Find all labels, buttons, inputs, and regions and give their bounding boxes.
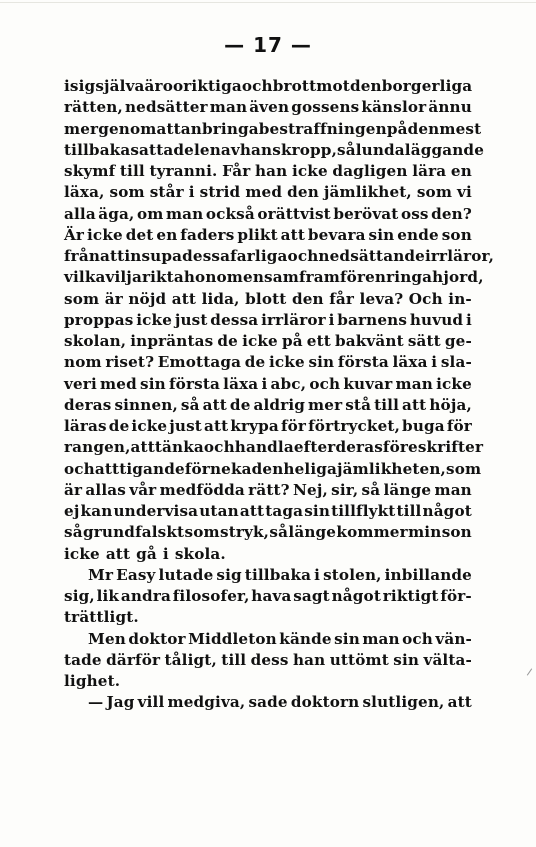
word: till [396, 502, 422, 520]
word: orättvist [257, 204, 331, 223]
word: bakvänt [334, 332, 404, 350]
word: irrläror [261, 310, 326, 329]
text-line [64, 480, 472, 501]
word: för- [440, 587, 472, 605]
paragraph [64, 629, 472, 693]
word: på [386, 119, 408, 138]
word: förneka [184, 459, 252, 478]
word: genom [98, 119, 157, 138]
word: nöjd [128, 289, 167, 308]
word: med [245, 183, 283, 202]
word: och [287, 247, 319, 265]
word: brott [272, 77, 317, 95]
word: vilka [64, 268, 106, 287]
word: sla- [440, 353, 472, 372]
text-line [64, 182, 472, 203]
word: det [125, 225, 154, 244]
word: icke [268, 353, 305, 372]
word: barnens [337, 310, 408, 329]
word: i [328, 310, 335, 329]
word: läras [64, 417, 107, 435]
word: den [251, 459, 284, 478]
word: man [434, 480, 472, 499]
word: doktor [128, 629, 186, 648]
word: nedsätter [124, 98, 208, 117]
word: inpräntas [130, 332, 214, 350]
word: alla [64, 204, 96, 223]
word: man [209, 98, 248, 117]
word: att [280, 225, 305, 244]
word: rätt? [248, 480, 290, 499]
word: ej [64, 502, 80, 520]
word: deras [335, 438, 383, 457]
word: för [280, 417, 307, 435]
word: läxa, [64, 183, 105, 202]
word: icke [64, 544, 100, 563]
word: lighet. [64, 672, 121, 690]
word: de [244, 353, 266, 372]
word: taga [265, 502, 304, 520]
word: sin [393, 650, 420, 669]
word: just [169, 417, 202, 435]
word: allas [85, 480, 126, 499]
word: heliga [283, 459, 338, 478]
word: sålunda [337, 140, 405, 159]
word: stolen, [323, 565, 382, 584]
word: icke [242, 332, 278, 350]
word: krypa [230, 417, 279, 435]
word: in- [448, 289, 472, 308]
word: Får [222, 162, 251, 180]
word: sätt [407, 332, 441, 350]
word: kan [80, 502, 113, 520]
word: kuvar [343, 374, 393, 393]
word: vilja [105, 268, 142, 287]
word: skolan, [64, 332, 127, 350]
word: därför [106, 650, 161, 669]
word: dessa [182, 247, 231, 265]
text-line [64, 331, 472, 352]
word: hjord, [432, 268, 484, 287]
word: att [239, 502, 265, 520]
word: huvud [409, 310, 464, 329]
word: lida, [201, 289, 240, 308]
word: i [162, 544, 169, 563]
word: man [362, 629, 400, 648]
word: en [156, 225, 178, 244]
text-line [64, 522, 472, 543]
word: läxa [223, 374, 259, 393]
text-line [64, 161, 472, 182]
word: mot [316, 77, 350, 95]
text-line [64, 76, 472, 97]
text-line [64, 374, 472, 395]
word: som [446, 459, 482, 478]
word: anbringa [180, 119, 259, 138]
word: den [287, 183, 319, 202]
word: höja, [429, 395, 472, 414]
word: i [431, 353, 438, 372]
word: ensam [243, 268, 299, 287]
word: till [221, 650, 247, 669]
word: något [331, 587, 382, 605]
word: son [441, 225, 472, 244]
word: irrläror, [424, 247, 495, 265]
word: just [174, 310, 208, 329]
word: tåligt, [164, 650, 217, 669]
word: sin [334, 629, 360, 648]
word: mer [308, 395, 343, 414]
word: borgerliga [381, 77, 473, 95]
word: är [104, 289, 123, 308]
word: icke [136, 310, 173, 329]
word: riktigt [382, 587, 439, 605]
text-line [64, 629, 472, 650]
word: dess [250, 650, 289, 669]
word: själva [95, 77, 145, 95]
word: första [169, 374, 220, 393]
word: ett [306, 332, 331, 350]
word: bestraffningen [258, 119, 387, 138]
text-line [64, 565, 472, 586]
word: att [130, 438, 155, 457]
word: son [441, 523, 472, 542]
word: strid [199, 183, 241, 202]
word: vän- [435, 629, 472, 648]
word: deras [64, 395, 112, 414]
word: kommer [336, 523, 408, 542]
word: uttömt [329, 650, 389, 669]
word: sin [140, 374, 166, 393]
word: sig [216, 565, 242, 584]
word: Men [88, 629, 126, 648]
word: i [64, 77, 70, 95]
word: tillbakasatta [64, 140, 174, 159]
top-edge-line [0, 2, 536, 3]
word: tyranni. [149, 162, 218, 180]
word: att [402, 395, 427, 414]
word: han [292, 650, 326, 669]
word: leva? [359, 289, 404, 308]
word: och [309, 374, 341, 393]
word: efter [293, 438, 336, 457]
word: stryk, [220, 523, 270, 542]
word: rikta [141, 268, 184, 287]
word: de [217, 332, 238, 350]
word: inbillande [384, 565, 472, 584]
word: förtrycket, [308, 417, 401, 435]
text-line [64, 204, 472, 225]
word: och [64, 459, 95, 478]
word: Nej, [292, 480, 328, 499]
word: är [64, 480, 83, 499]
word: från [64, 247, 101, 265]
text-line [64, 416, 472, 437]
word: kropp, [280, 140, 338, 159]
word: dagligen [332, 162, 408, 180]
word: vi [457, 183, 472, 202]
word: de [229, 395, 251, 414]
word: plikt [237, 225, 278, 244]
word: icke [87, 225, 123, 244]
word: mest [439, 119, 482, 138]
word: slutligen, [362, 693, 445, 712]
word: ge- [444, 332, 472, 350]
word: oriktiga [172, 77, 242, 95]
word: buga [402, 417, 445, 435]
text-line [64, 246, 495, 267]
word: om [136, 204, 164, 223]
text-line [64, 671, 472, 692]
word: tigande [119, 459, 185, 478]
word: föreskrifter [382, 438, 484, 457]
word: icke [436, 374, 472, 393]
word: att [202, 395, 227, 414]
word: handla [234, 438, 294, 457]
text-line [64, 140, 485, 161]
word: en [365, 268, 387, 287]
word: tillbaka [244, 565, 312, 584]
word: att [100, 247, 125, 265]
text-line [64, 352, 472, 373]
word: dessa [210, 310, 259, 329]
word: medgiva, [167, 693, 246, 712]
word: som [184, 523, 220, 542]
paragraph [64, 692, 472, 713]
word: läxa [392, 353, 428, 372]
word: han [254, 162, 288, 180]
word: läggande [404, 140, 485, 159]
word: till [119, 162, 145, 180]
word: min [408, 523, 442, 542]
word: och [241, 77, 273, 95]
word: honom [183, 268, 244, 287]
word: grundfalskt [83, 523, 185, 542]
word: sinnen, [114, 395, 178, 414]
word: Jag [106, 693, 135, 712]
text-line [64, 650, 472, 671]
text-line [64, 544, 472, 565]
word: Emottaga [157, 353, 242, 372]
word: vår [129, 480, 157, 499]
word: sig [69, 77, 96, 95]
word: så [64, 523, 83, 542]
word: så [361, 480, 381, 499]
word: att [156, 119, 181, 138]
word: vill [137, 693, 165, 712]
word: skymf [64, 162, 116, 180]
word: och [402, 629, 433, 648]
word: sir, [331, 480, 359, 499]
text-line [64, 459, 482, 480]
text-line [64, 692, 472, 713]
word: den? [431, 204, 472, 223]
word: gossens [291, 98, 360, 117]
word: att [204, 417, 229, 435]
text-line [64, 225, 472, 246]
word: nedsättande [318, 247, 425, 265]
word: oss [400, 204, 429, 223]
word: proppas [64, 310, 134, 329]
word: att [105, 544, 131, 563]
word: berövat [333, 204, 399, 223]
word: trättligt. [64, 608, 139, 627]
word: nom [64, 353, 102, 372]
word: aldrig [253, 395, 306, 414]
word: också [205, 204, 255, 223]
word: sagt [293, 587, 330, 605]
body-text [64, 76, 495, 714]
word: står [149, 183, 184, 202]
word: länge [383, 480, 432, 499]
word: Middleton [188, 629, 277, 648]
text-line [64, 437, 484, 458]
word: får [329, 289, 355, 308]
text-line [64, 395, 472, 416]
word: på [281, 332, 303, 350]
word: gå [136, 544, 157, 563]
word: länge [288, 523, 337, 542]
word: den [291, 289, 324, 308]
word: hava [251, 587, 292, 605]
word: sin [368, 225, 395, 244]
word: insupa [124, 247, 183, 265]
word: något [422, 502, 472, 520]
word: äga, [98, 204, 135, 223]
word: Mr [88, 565, 114, 584]
word: filosofer, [172, 587, 250, 605]
word: äro [144, 77, 173, 95]
word: välta- [423, 650, 472, 669]
text-line [64, 97, 472, 118]
word: i [465, 310, 472, 329]
text-line [64, 289, 472, 310]
word: icke [131, 417, 168, 435]
word: mer [64, 119, 99, 138]
word: utan [199, 502, 239, 520]
word: riset? [105, 353, 155, 372]
word: doktorn [290, 693, 360, 712]
word: farliga [230, 247, 288, 265]
word: och [203, 438, 235, 457]
word: Easy [116, 565, 156, 584]
word: som [64, 289, 100, 308]
word: ringa [386, 268, 433, 287]
word: tillflykt [331, 502, 396, 520]
word: jämlikheten, [337, 459, 446, 478]
word: även [249, 98, 290, 117]
paragraph [64, 565, 472, 629]
text-line [64, 586, 472, 607]
word: så [180, 395, 200, 414]
word: hans [239, 140, 281, 159]
word: att [171, 289, 197, 308]
page-number: — 17 — [224, 33, 312, 57]
margin-mark [527, 668, 532, 675]
word: kände [279, 629, 332, 648]
word: Och [408, 289, 443, 308]
word: en [450, 162, 472, 180]
word: lära [412, 162, 447, 180]
word: sin [308, 353, 335, 372]
word: för [446, 417, 472, 435]
word: av [220, 140, 240, 159]
word: att [447, 693, 472, 712]
word: den [407, 119, 440, 138]
word: man [395, 374, 433, 393]
word: delen [173, 140, 221, 159]
word: rätten, [64, 98, 123, 117]
word: faders [180, 225, 235, 244]
word: känslor [361, 98, 427, 117]
word: man [165, 204, 204, 223]
word: skola. [174, 544, 226, 563]
word: icke [291, 162, 328, 180]
text-line [64, 501, 472, 522]
word: lik [96, 587, 120, 605]
word: som [109, 183, 145, 202]
word: — [88, 693, 104, 712]
word: jämlikhet, [323, 183, 412, 202]
text-line [64, 607, 472, 628]
word: ende [397, 225, 439, 244]
word: så [269, 523, 289, 542]
word: framför [298, 268, 366, 287]
word: i [188, 183, 195, 202]
word: stå [345, 395, 372, 414]
word: ännu [428, 98, 472, 117]
word: rangen, [64, 438, 131, 457]
word: tänka [154, 438, 204, 457]
text-line [64, 119, 482, 140]
paragraph [64, 76, 495, 565]
word: bevara [307, 225, 366, 244]
text-line [64, 267, 484, 288]
word: sig, [64, 587, 95, 605]
word: sin [304, 502, 331, 520]
word: till [374, 395, 400, 414]
word: första [337, 353, 389, 372]
word: andra [120, 587, 171, 605]
word: Är [64, 225, 85, 244]
word: som [416, 183, 453, 202]
word: sade [248, 693, 288, 712]
word: i [314, 565, 321, 584]
word: undervisa [113, 502, 199, 520]
word: den [349, 77, 382, 95]
word: medfödda [159, 480, 245, 499]
word: lutade [158, 565, 214, 584]
word: tade [64, 650, 102, 669]
word: med [100, 374, 137, 393]
word: veri [64, 374, 97, 393]
word: att [94, 459, 120, 478]
word: de [108, 417, 130, 435]
word: abc, [270, 374, 307, 393]
word: i [261, 374, 268, 393]
word: blott [245, 289, 287, 308]
text-line [64, 310, 472, 331]
